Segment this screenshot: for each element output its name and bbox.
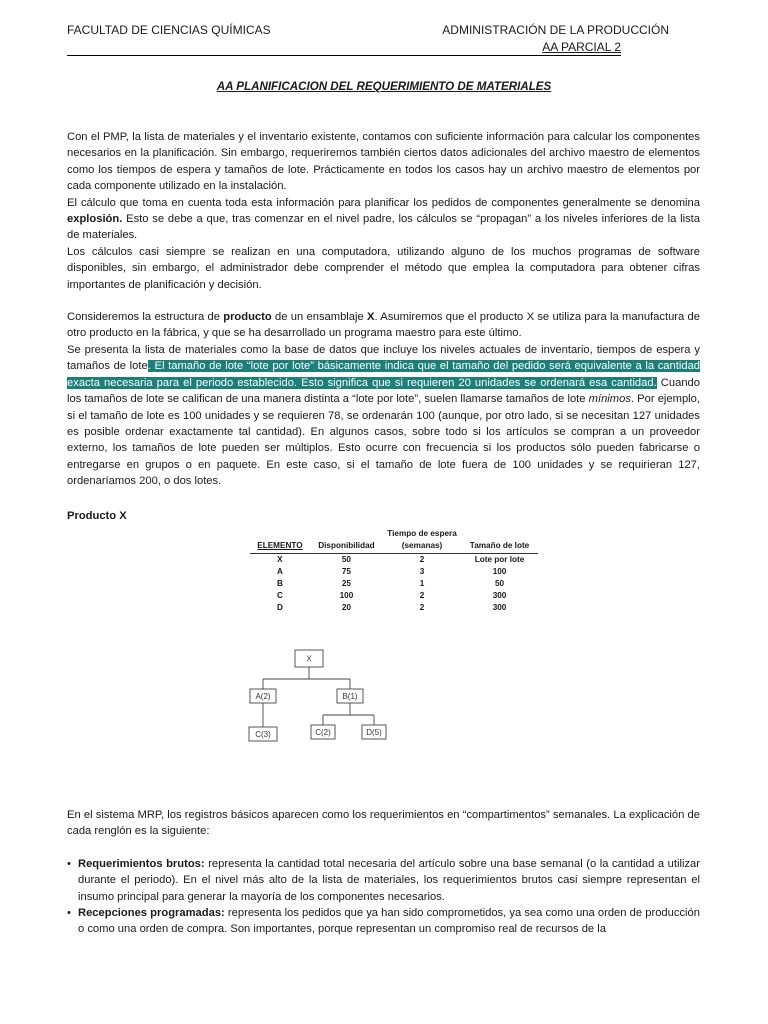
- table-row: [250, 554, 538, 567]
- tree-node-c-under-a: C(3): [255, 730, 271, 739]
- text: Consideremos la estructura de: [67, 311, 224, 324]
- highlighted-text: . El tamaño de lote “lote por lote” básicamente indica que el tamaño del pedido será equivalente a la cantidad exacta necesaria para el periodo establecido. Esto significa que si requieren 20 unidades se ordenará esa cantidad.: [67, 360, 701, 389]
- italic-term: mínimos: [588, 393, 631, 406]
- table-row: [250, 566, 538, 578]
- document-title: AA PLANIFICACION DEL REQUERIMIENTO DE MATERIALES: [216, 80, 552, 93]
- header-faculty: FACULTAD DE CIENCIAS QUÍMICAS: [67, 23, 271, 37]
- page-header: [67, 22, 669, 56]
- col-header: Tiempo de espera (semanas): [383, 528, 461, 554]
- list-item: [67, 905, 700, 938]
- tree-node-x: X: [306, 654, 312, 664]
- bullet-term: Recepciones programadas:: [78, 907, 225, 920]
- table-cell: 50: [494, 579, 505, 588]
- table-row: [250, 602, 538, 614]
- table-row: [250, 578, 538, 590]
- table-cell: 50: [341, 555, 351, 564]
- table-header-row: [250, 528, 538, 554]
- text: Se presenta la lista de materiales como la base de datos que incluye los niveles actuales de inventario, tiempos de espera y tamaños de lote: [67, 343, 700, 373]
- table-cell: 2: [419, 591, 425, 600]
- list-item: [67, 856, 700, 905]
- table-cell: 2: [419, 603, 425, 612]
- tree-node-d-under-b: D(5): [366, 728, 382, 737]
- mrp-section: [67, 807, 700, 938]
- col-header: ELEMENTO: [250, 528, 310, 554]
- table-cell: D: [276, 603, 283, 612]
- bold-term: explosión.: [67, 213, 123, 226]
- table-cell: X: [277, 555, 283, 564]
- product-subheading: Producto X: [67, 510, 127, 522]
- table-row: [250, 590, 538, 602]
- text: El cálculo que toma en cuenta toda esta información para planificar los pedidos de componentes generalmente se denomina: [67, 196, 700, 209]
- text: . Por ejemplo, si el tamaño de lote es 100 unidades y se requieren 78, se ordenarán 100 (aunque, por otro lado, si se necesitan 127 unidades es posible ordenar exactamente tal cantidad). En algunos casos, sobre todo si los artículos se compran a un proveedor externo, los tamaños de lote pueden ser múltiplos. Esto ocurre con frecuencia si los productos sólo pueden fabricarse o entregarse en grupos o en paquete. En este caso, si el tamaño de lote fuera de 100 unidades y se requirieran 127, ordenaríamos 200, o dos lotes.: [67, 393, 700, 488]
- table-cell: 100: [339, 591, 354, 600]
- product-structure-tree: [240, 645, 400, 749]
- col-header: Disponibilidad: [310, 528, 383, 554]
- bold-term: X: [367, 311, 375, 324]
- materials-table: [250, 528, 538, 614]
- table-cell: 25: [341, 579, 351, 588]
- bullet-text: representa los pedidos que ya han sido comprometidos, ya sea como una orden de producción o como una orden de compra. Son importantes, porque representan un compromiso real de recursos de la: [78, 907, 700, 936]
- bullet-list: [67, 856, 700, 938]
- paragraph-5: [67, 342, 700, 490]
- header-partial: AA PARCIAL 2: [542, 40, 621, 54]
- table-cell: 1: [419, 579, 425, 588]
- tree-node-a: A(2): [255, 692, 271, 701]
- text: Esto se debe a que, tras comenzar en el nivel padre, los cálculos se “propagan” a los niveles inferiores de la lista de materiales.: [67, 213, 700, 242]
- table-cell: A: [276, 567, 283, 576]
- paragraph-2: [67, 195, 700, 244]
- text: de un ensamblaje: [271, 311, 368, 324]
- table-cell: 2: [419, 555, 425, 564]
- table-cell: 100: [492, 567, 507, 576]
- bold-term: producto: [223, 311, 272, 324]
- table-cell: 20: [341, 603, 351, 612]
- table-cell: B: [276, 579, 283, 588]
- text: Cuando los tamaños de lote se califican de una manera distinta a “lote por lote”, suelen llamarse tamaños de lote: [67, 376, 700, 406]
- tree-node-b: B(1): [342, 692, 358, 701]
- mrp-intro: En el sistema MRP, los registros básicos aparecen como los requerimientos en “compartimentos” semanales. La explicación de cada renglón es la siguiente:: [67, 809, 700, 838]
- table-cell: 300: [492, 591, 507, 600]
- table-cell: C: [276, 591, 283, 600]
- paragraph-4: [67, 309, 700, 342]
- header-course: ADMINISTRACIÓN DE LA PRODUCCIÓN: [442, 23, 669, 37]
- bullet-icon: •: [67, 857, 71, 870]
- table-cell: Lote por lote: [474, 555, 525, 564]
- col-header: Tamaño de lote: [461, 528, 538, 554]
- paragraph-3: Los cálculos casi siempre se realizan en una computadora, utilizando alguno de los muchos programas de software disponibles, sin embargo, el administrador debe comprender el método que emplea la computadora para obtener cifras importantes de planificación y decisión.: [67, 245, 700, 291]
- document-body: [67, 129, 700, 490]
- text: . Asumiremos que el producto X se utiliza para la manufactura de otro producto en la fábrica, y que se ha desarrollado un programa maestro para este último.: [67, 311, 700, 340]
- table-cell: 75: [341, 567, 351, 576]
- bullet-term: Requerimientos brutos:: [78, 857, 205, 870]
- bullet-icon: •: [67, 907, 71, 920]
- table-cell: 3: [419, 567, 425, 576]
- table-cell: 300: [492, 603, 507, 612]
- tree-node-c-under-b: C(2): [315, 728, 331, 737]
- bullet-text: representa la cantidad total necesaria del artículo sobre una base semanal (o la cantidad a utilizar durante el periodo). En el nivel más alto de la lista de materiales, los requerimientos brutos casi siempre representan el insumo principal para generar la mayoría de los componentes necesarios.: [78, 857, 700, 903]
- paragraph-1: Con el PMP, la lista de materiales y el inventario existente, contamos con suficiente información para calcular los componentes necesarios en la planificación. Sin embargo, requeriremos también ciertos datos adicionales del archivo maestro de elementos como los tiempos de espera y tamaños de lote. Prácticamente en todos los casos hay un archivo maestro de elementos por cada componente utilizado en la instalación.: [67, 131, 700, 193]
